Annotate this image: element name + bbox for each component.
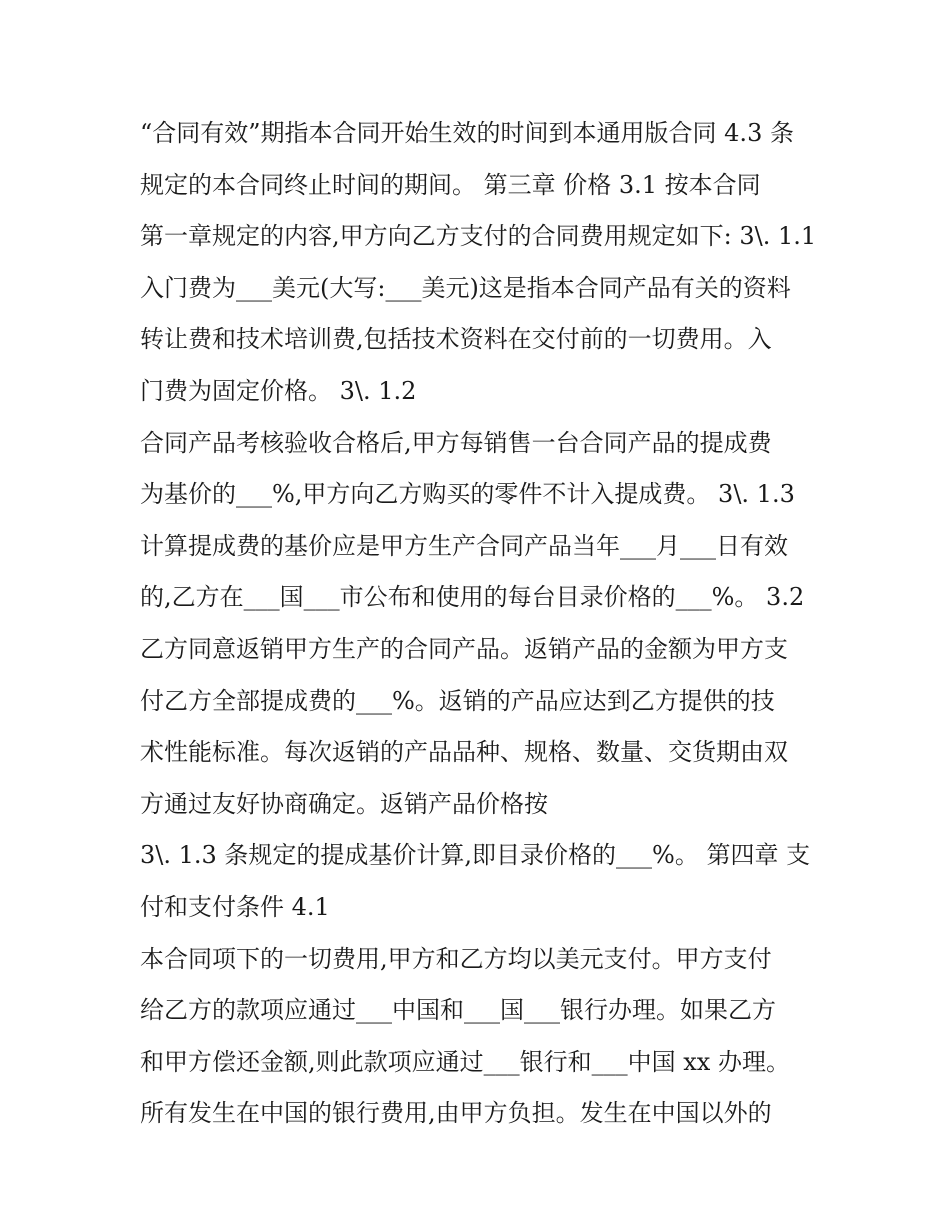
text-line: 为基价的___%,甲方向乙方购买的零件不计入提成费。 3\. 1.3	[140, 480, 795, 509]
text-line: 门费为固定价格。 3\. 1.2	[140, 376, 417, 405]
text-line: “合同有效”期指本合同开始生效的时间到本通用版合同 4.3 条	[140, 119, 794, 147]
text-line: 付和支付条件 4.1	[140, 892, 330, 921]
text-line: 所有发生在中国的银行费用,由甲方负担。发生在中国以外的	[140, 1099, 772, 1128]
text-line: 计算提成费的基价应是甲方生产合同产品当年___月___日有效	[140, 531, 788, 560]
text-line: 术性能标准。每次返销的产品品种、规格、数量、交货期由双	[140, 738, 788, 767]
text-line: 付乙方全部提成费的___%。返销的产品应达到乙方提供的技	[140, 686, 775, 715]
text-line: 方通过友好协商确定。返销产品价格按	[140, 789, 548, 818]
text-line: 第一章规定的内容,甲方向乙方支付的合同费用规定如下: 3\. 1.1	[140, 222, 817, 251]
text-line: 合同产品考核验收合格后,甲方每销售一台合同产品的提成费	[140, 428, 772, 457]
text-line: 给乙方的款项应通过___中国和___国___银行办理。如果乙方	[140, 996, 776, 1025]
text-line: 的,乙方在___国___市公布和使用的每台目录价格的___%。 3.2	[140, 583, 805, 612]
text-line: 3\. 1.3 条规定的提成基价计算,即目录价格的___%。 第四章 支	[140, 841, 811, 870]
text-line: 和甲方偿还金额,则此款项应通过___银行和___中国 xx 办理。	[140, 1047, 790, 1076]
text-line: 规定的本合同终止时间的期间。 第三章 价格 3.1 按本合同	[140, 170, 761, 199]
text-line: 本合同项下的一切费用,甲方和乙方均以美元支付。甲方支付	[140, 944, 772, 973]
text-line: 入门费为___美元(大写:___美元)这是指本合同产品有关的资料	[140, 273, 791, 302]
text-line: 乙方同意返销甲方生产的合同产品。返销产品的金额为甲方支	[140, 634, 788, 663]
text-line: 转让费和技术培训费,包括技术资料在交付前的一切费用。入	[140, 325, 772, 354]
contract-text-body	[140, 108, 830, 1140]
